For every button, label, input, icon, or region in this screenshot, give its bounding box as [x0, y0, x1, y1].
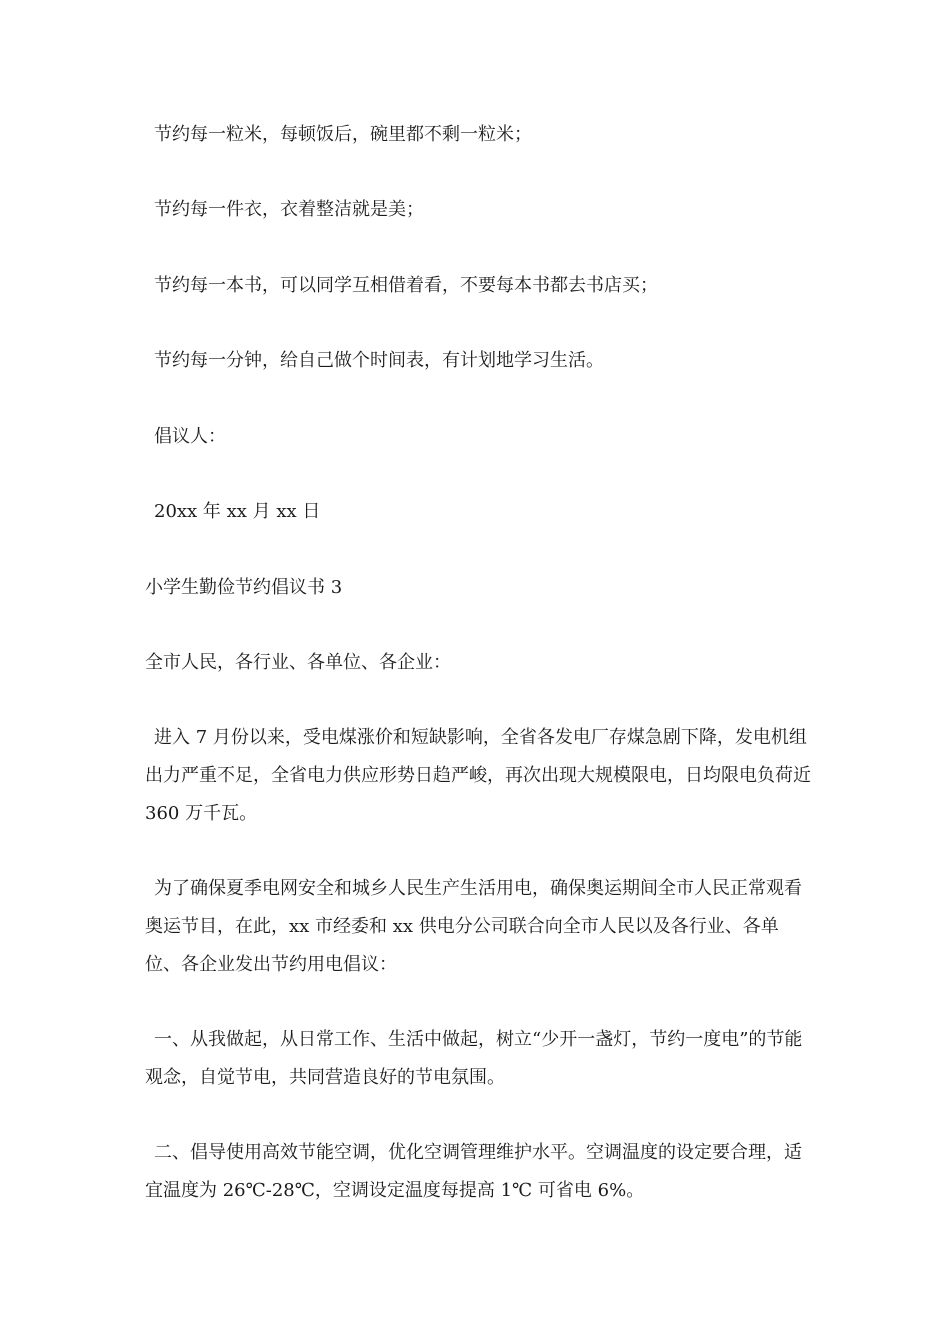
text-line: 节约每一粒米，每顿饭后，碗里都不剩一粒米；: [154, 124, 532, 145]
section-title: 小学生勤俭节约倡议书 3: [145, 577, 343, 598]
proposer-label: 倡议人：: [154, 426, 226, 447]
text-line: 节约每一件衣，衣着整洁就是美；: [154, 199, 424, 220]
proposal-item: 一、从我做起，从日常工作、生活中做起，树立“少开一盏灯，节约一度电”的节能观念，自觉节电，共同营造良好的节电氛围。: [145, 1029, 803, 1088]
body-paragraph: 为了确保夏季电网安全和城乡人民生产生活用电，确保奥运期间全市人民正常观看奥运节目，在此，xx 市经委和 xx 供电分公司联合向全市人民以及各行业、各单位、各企业发出节约用电倡议：: [145, 878, 802, 975]
text-line: 节约每一分钟，给自己做个时间表，有计划地学习生活。: [154, 350, 604, 371]
body-paragraph: 进入 7 月份以来，受电煤涨价和短缺影响，全省各发电厂存煤急剧下降，发电机组出力严重不足，全省电力供应形势日趋严峻，再次出现大规模限电，日均限电负荷近 360 万千瓦。: [145, 727, 811, 824]
salutation: 全市人民，各行业、各单位、各企业：: [145, 652, 451, 673]
date-line: 20xx 年 xx 月 xx 日: [154, 501, 321, 522]
text-line: 节约每一本书，可以同学互相借着看，不要每本书都去书店买；: [154, 275, 658, 296]
proposal-item: 二、倡导使用高效节能空调，优化空调管理维护水平。空调温度的设定要合理，适宜温度为 26℃-28℃，空调设定温度每提高 1℃ 可省电 6%。: [145, 1142, 802, 1201]
